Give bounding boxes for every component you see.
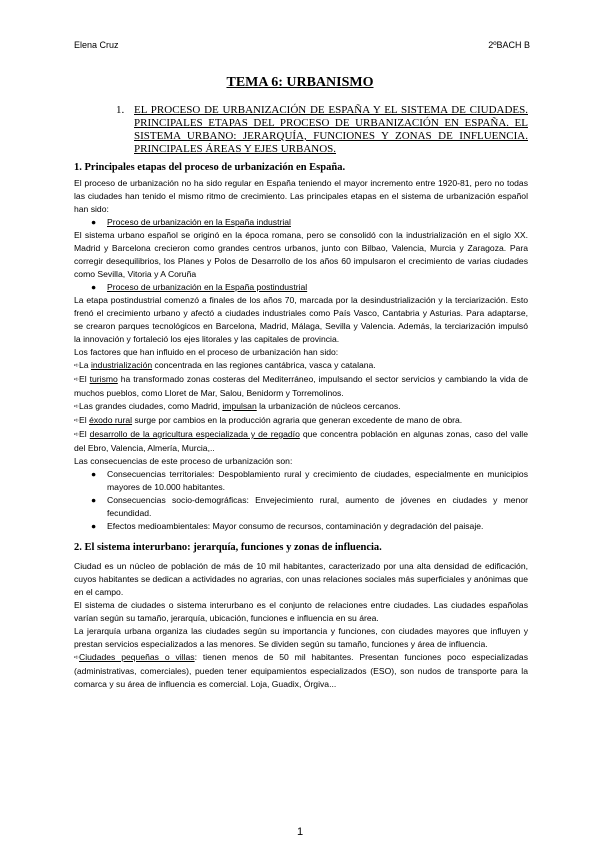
paragraph: La jerarquía urbana organiza las ciudades según su importancia y funciones, con ciudades mayores que influyen y prestan servicios especializados a las menores. Se dividen según su tamaño, funciones y área de influencia. bbox=[74, 626, 528, 649]
bullet-item bbox=[91, 468, 528, 494]
bullet-label: Proceso de urbanización en la España industrial bbox=[107, 217, 291, 227]
factor-item: ➪La industrialización concentrada en las regiones cantábrica, vasca y catalana. bbox=[74, 360, 376, 370]
paragraph: Ciudad es un núcleo de población de más de 10 mil habitantes, caracterizado por una alta densidad de edificación, cuyos habitantes se dedican a actividades no agrarias, con unas relaciones sociales más superficiales y anónimas que en el campo. bbox=[74, 561, 528, 597]
arrow-icon: ➪ bbox=[74, 377, 80, 383]
arrow-icon: ➪ bbox=[74, 404, 80, 410]
bullet-item bbox=[91, 281, 528, 294]
bullet-item bbox=[91, 520, 528, 533]
bullet-icon: ● bbox=[91, 282, 97, 292]
paragraph: La etapa postindustrial comenzó a finales de los años 70, marcada por la desindustrialización y la terciarización. Esto frenó el crecimiento urbano y afectó a ciudades industriales como País Vasco, Cantabria y Asturias. Para adaptarse, se crearon parques tecnológicos en Barcelona, Madrid, Málaga, Sevilla y Valencia. Además, la terciarización impulsó la innovación y fortaleció los ejes litorales y las capitales de provincia. bbox=[74, 295, 528, 344]
document-title: TEMA 6: URBANISMO bbox=[226, 75, 374, 90]
factor-item: ➪El desarrollo de la agricultura especializada y de regadío que concentra población en algunas zonas, caso del valle del Ebro, Valencia, Almería, Murcia,.. bbox=[74, 429, 528, 453]
bullet-text: Consecuencias territoriales: Despoblamiento rural y crecimiento de ciudades, especialmente en municipios mayores de 10.000 habitantes. bbox=[107, 469, 528, 492]
bullet-text: Consecuencias socio-demográficas: Envejecimiento rural, aumento de jóvenes en ciudades y menor fecundidad. bbox=[107, 495, 528, 518]
page-number: 1 bbox=[296, 826, 304, 838]
section-heading-text: EL PROCESO DE URBANIZACIÓN DE ESPAÑA Y EL SISTEMA DE CIUDADES. PRINCIPALES ETAPAS DEL PROCESO DE URBANIZACIÓN EN ESPAÑA. EL SISTEMA URBANO: JERARQUÍA, FUNCIONES Y ZONAS DE INFLUENCIA. PRINCIPALES ÁREAS Y EJES URBANOS. bbox=[134, 104, 528, 155]
bullet-icon: ● bbox=[91, 469, 97, 479]
bullet-item bbox=[91, 216, 528, 229]
header-course: 2ºBACH B bbox=[488, 40, 530, 50]
bullet-item bbox=[91, 494, 528, 520]
arrow-icon: ➪ bbox=[74, 655, 80, 661]
paragraph: El sistema urbano español se originó en la época romana, pero se consolidó con la industrialización en el siglo XX. Madrid y Barcelona crecieron como grandes centros urbanos, junto con Bilbao, Valencia, Murcia y Zaragoza. Para corregir desequilibrios, los Planes y Polos de Desarrollo de los años 60 impulsaron el crecimiento de varias ciudades como Sevilla, Vitoria y A Coruña bbox=[74, 230, 528, 279]
factor-item: ➪El turismo ha transformado zonas costeras del Mediterráneo, impulsando el sector servicios y cambiando la vida de muchos pueblos, como Lloret de Mar, Salou, Benidorm y Torremolinos. bbox=[74, 374, 528, 398]
section-number: 1. bbox=[116, 104, 125, 116]
section-heading bbox=[116, 104, 528, 156]
arrow-icon: ➪ bbox=[74, 418, 80, 424]
paragraph: Las consecuencias de este proceso de urbanización son: bbox=[74, 456, 293, 466]
bullet-icon: ● bbox=[91, 495, 97, 505]
factor-item: ➪Las grandes ciudades, como Madrid, impulsan la urbanización de núcleos cercanos. bbox=[74, 401, 401, 411]
bullet-icon: ● bbox=[91, 217, 97, 227]
subsection-1-title: 1. Principales etapas del proceso de urbanización en España. bbox=[74, 162, 346, 173]
bullet-label: Proceso de urbanización en la España postindustrial bbox=[107, 282, 308, 292]
bullet-icon: ● bbox=[91, 521, 97, 531]
paragraph: ➪Ciudades pequeñas o villas: tienen menos de 50 mil habitantes. Presentan funciones poco especializadas (administrativas, comerciales), pueden tener equipamientos especializados (ESO), son nudos de transporte para la comarca y su área de influencia es comercial. Loja, Guadix, Órgiva... bbox=[74, 652, 528, 689]
paragraph: El proceso de urbanización no ha sido regular en España teniendo el mayor incremento entre 1920-81, pero no todas las ciudades han tenido el mismo ritmo de crecimiento. Las principales etapas en el sistema de urbanización español han sido: bbox=[74, 178, 528, 214]
document-body bbox=[74, 104, 528, 691]
arrow-icon: ➪ bbox=[74, 432, 80, 438]
arrow-icon: ➪ bbox=[74, 363, 80, 369]
factor-item: ➪El éxodo rural surge por cambios en la producción agraria que generan excedente de mano de obra. bbox=[74, 415, 463, 425]
paragraph: El sistema de ciudades o sistema interurbano es el conjunto de relaciones entre ciudades. Las ciudades españolas varían según su tamaño, jerarquía, ubicación, funciones e influencia en su área. bbox=[74, 600, 528, 623]
bullet-text: Efectos medioambientales: Mayor consumo de recursos, contaminación y degradación del paisaje. bbox=[107, 521, 484, 531]
paragraph: Los factores que han influido en el proceso de urbanización han sido: bbox=[74, 347, 339, 357]
header-author: Elena Cruz bbox=[74, 40, 119, 50]
subsection-2-title: 2. El sistema interurbano: jerarquía, funciones y zonas de influencia. bbox=[74, 542, 382, 553]
